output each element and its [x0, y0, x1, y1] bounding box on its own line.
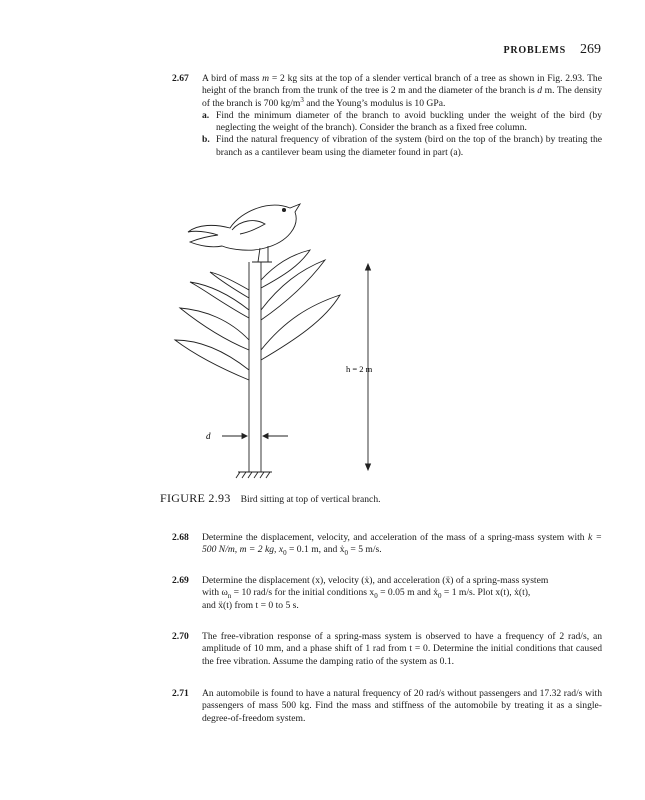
subpart-b: b. Find the natural frequency of vibration of the system (bird on the top of the branch) by treating the branch as a cantilever beam using the diameter found in part (a). — [202, 134, 602, 158]
leaf-left-1 — [190, 282, 249, 318]
running-title: PROBLEMS — [503, 45, 566, 56]
label-d: d — [206, 431, 211, 441]
problem-text: A bird of mass m = 2 kg sits at the top of a slender vertical branch of a tree as shown in Fig. 2.93. The height of the branch from the trunk of the tree is 2 m and the diameter of the branch is d m. The density of the branch is 700 $kg/m^3$ and the Young’s modulus is 10 GPa. — [202, 73, 602, 109]
problem-2-68: 2.68 Determine the displacement, velocity, and acceleration of the mass of a spring-mass system with k = 500 N/m, m = 2 kg, $x_0 = 0.1$ m, and ẋ$_0$ = 5 m/s. — [172, 532, 602, 558]
figure-caption — [160, 491, 381, 506]
bird-drawing — [188, 204, 300, 262]
bird-branch-illustration — [160, 190, 410, 480]
problem-number: 2.67 — [172, 73, 189, 84]
page-number: 269 — [580, 42, 601, 57]
figure-label: FIGURE 2.93 — [160, 491, 231, 505]
leaf-left-4 — [210, 272, 249, 298]
ground-hatch — [236, 472, 270, 478]
problem-2-69: 2.69 Determine the displacement (x), velocity (ẋ), and acceleration (ẍ) of a spring-mass system with $\omega_n = 10$ rad/s for the initial conditions $x_0 = 0.05$ m and ẋ$_0$ = 1 m/s. Plot x(t), ẋ(t), and ẍ(t) from t = 0 to 5 s. — [172, 575, 549, 611]
figure-2-93 — [160, 190, 410, 480]
subpart-a: a. Find the minimum diameter of the branch to avoid buckling under the weight of the bird (by neglecting the weight of the branch). Consider the branch as a fixed free column. — [202, 109, 602, 134]
problem-2-71: 2.71 An automobile is found to have a natural frequency of 20 rad/s without passengers and 17.32 rad/s with passengers of mass 500 kg. Find the mass and stiffness of the automobile by treating it as a single-degree-of-freedom system. — [172, 688, 602, 724]
label-height: h = 2 m — [346, 364, 373, 374]
leaf-right-2 — [261, 295, 340, 360]
page-header — [503, 42, 601, 58]
problem-2-70: 2.70 The free-vibration response of a spring-mass system is observed to have a frequency of 2 rad/s, an amplitude of 10 mm, and a phase shift of 1 rad from t = 0. Determine the initial conditions that caused the free vibration. Assume the damping ratio of the system as 0.1. — [172, 631, 602, 667]
leaf-left-2 — [180, 308, 249, 350]
problem-2-67 — [172, 73, 602, 159]
figure-caption-text: Bird sitting at top of vertical branch. — [240, 494, 381, 505]
leaf-left-3 — [175, 340, 249, 380]
leaf-right-1 — [261, 260, 325, 320]
